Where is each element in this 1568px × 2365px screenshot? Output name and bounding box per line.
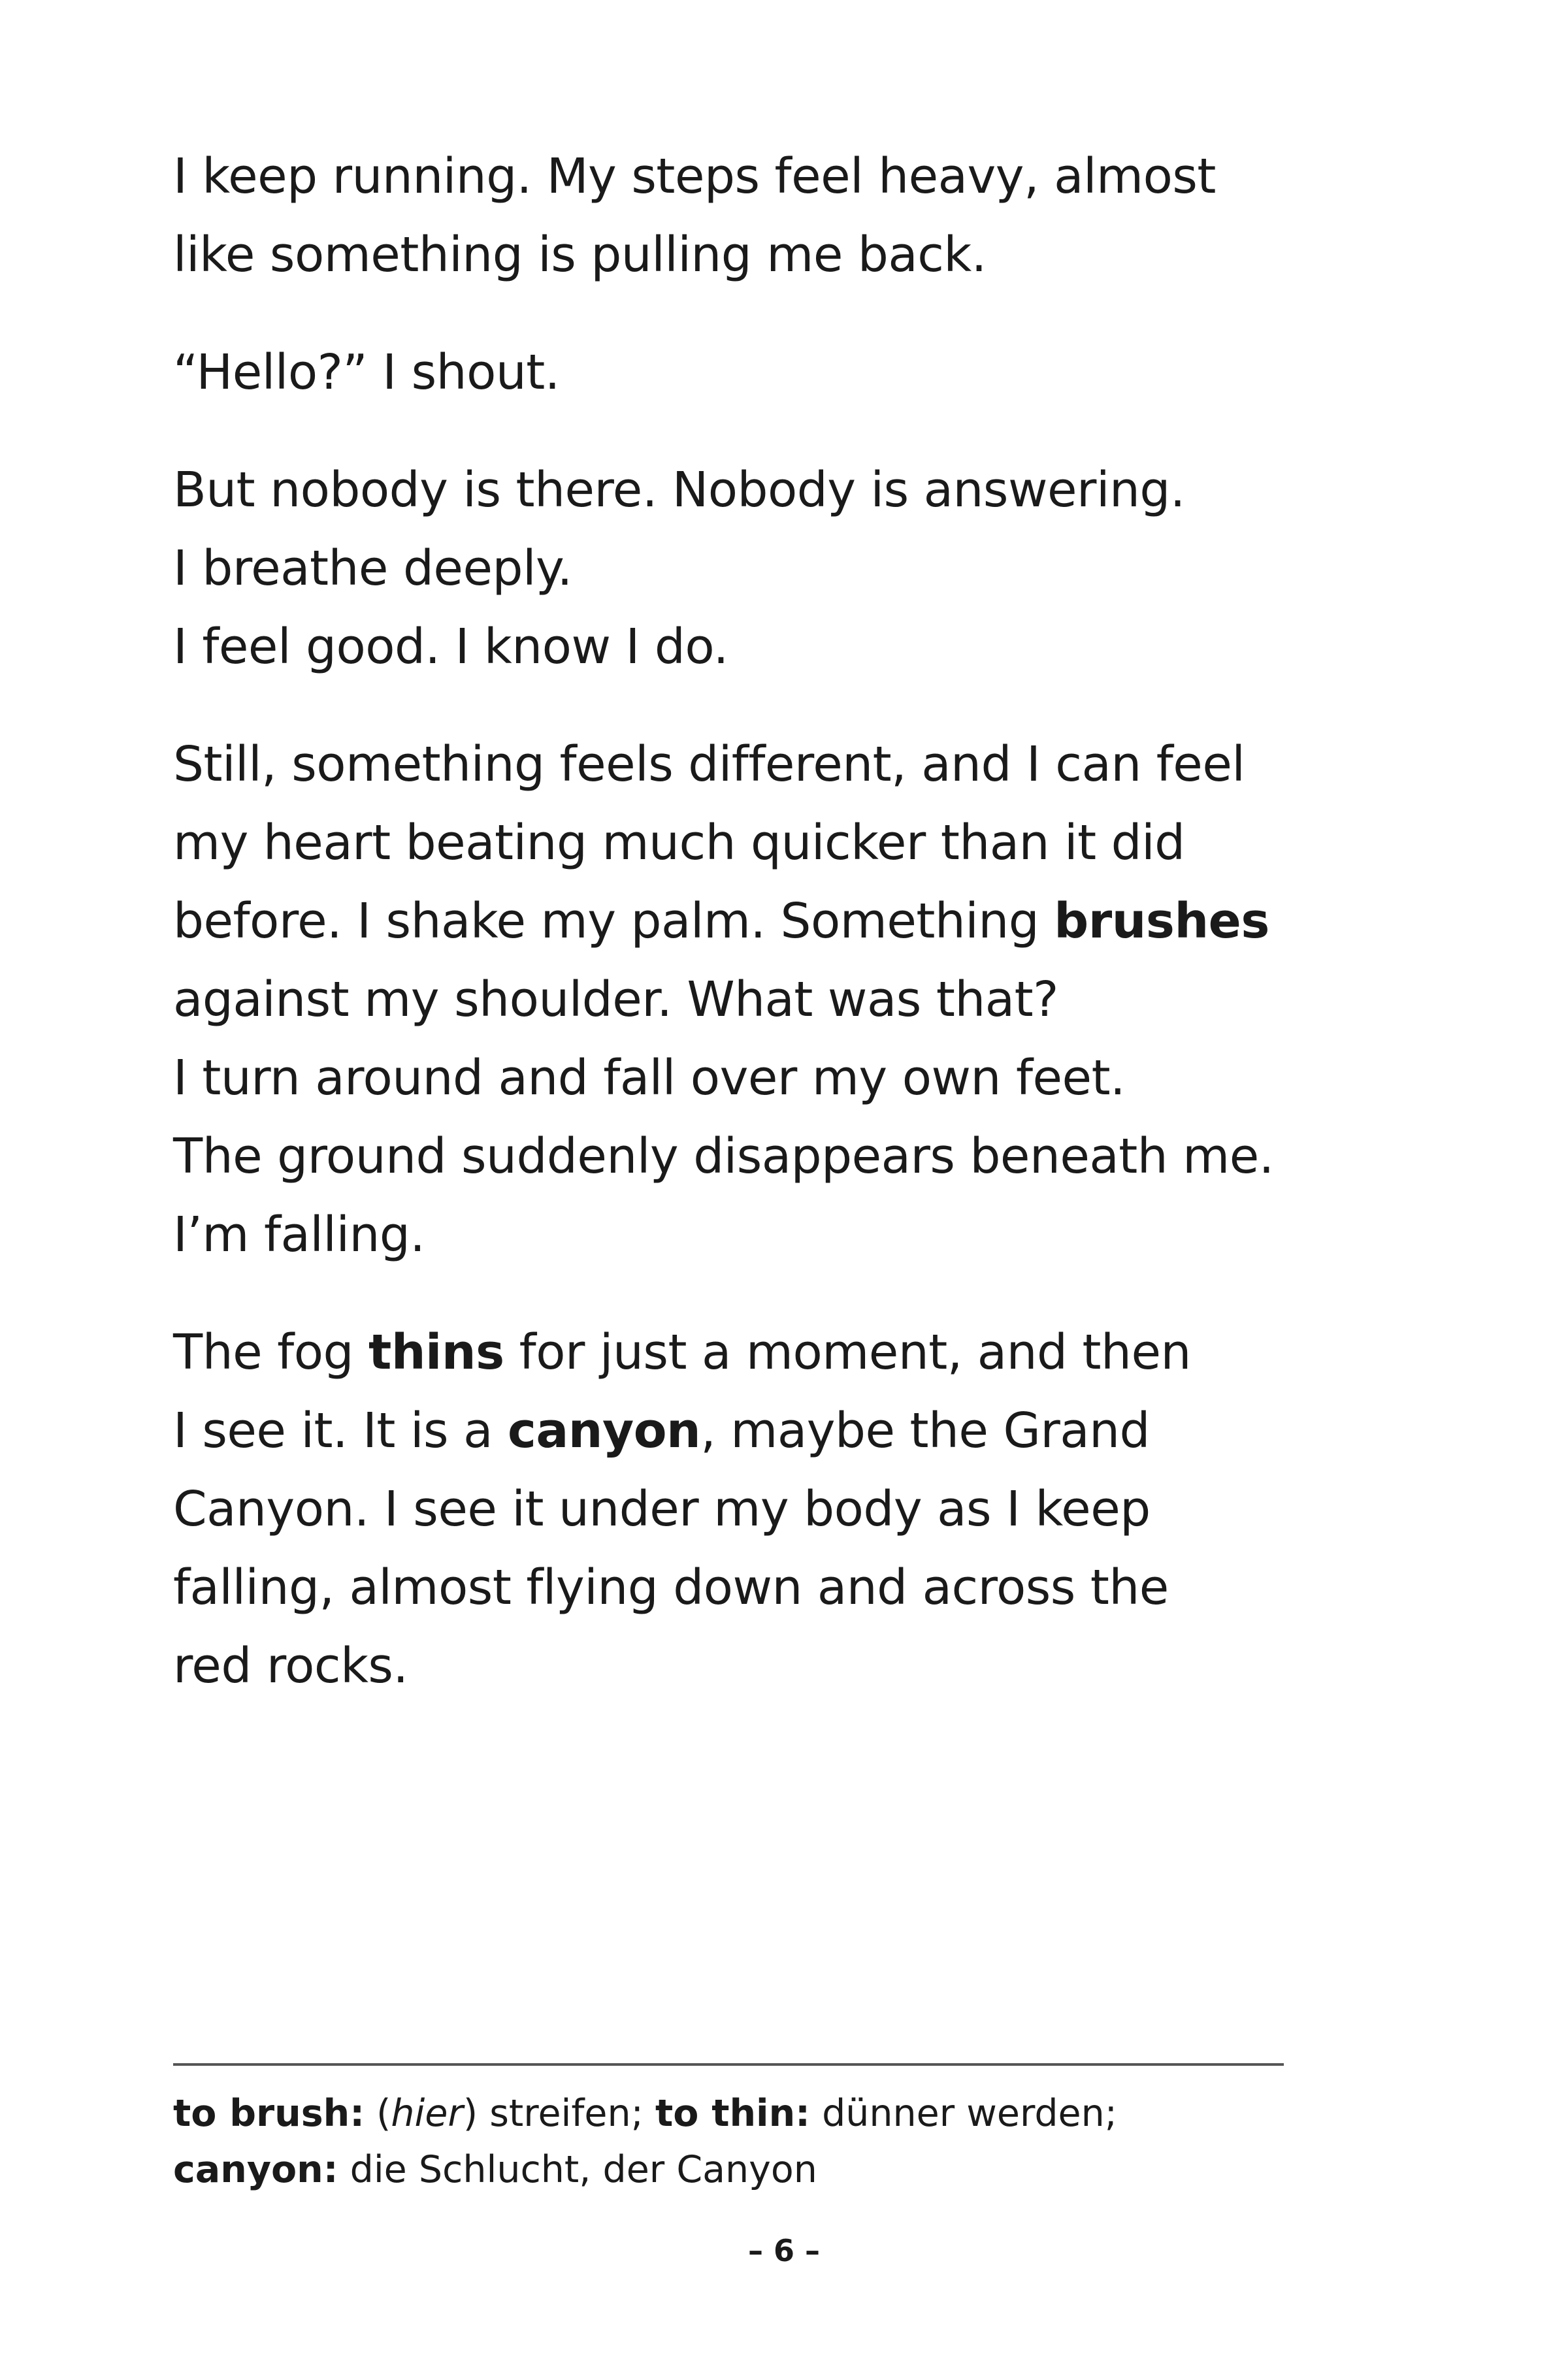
text-line (173, 960, 1323, 1039)
text-line (173, 1548, 1323, 1627)
text-line (173, 529, 1323, 608)
text-segment: falling, almost flying down and across the (173, 1559, 1169, 1616)
text-segment: I keep running. My steps feel heavy, almost (173, 148, 1216, 204)
bold-vocabulary-word: brushes (1054, 893, 1269, 949)
text-segment: dünner werden; (809, 2092, 1117, 2135)
text-line (173, 451, 1323, 529)
bold-vocabulary-word: canyon (507, 1403, 701, 1459)
text-line (173, 216, 1323, 294)
text-segment: I breathe deeply. (173, 540, 572, 596)
text-segment: Canyon. I see it under my body as I keep (173, 1481, 1151, 1537)
italic-text: hier (391, 2092, 463, 2135)
bold-vocabulary-word: canyon: (173, 2148, 338, 2191)
text-line (173, 137, 1323, 216)
paragraph (173, 451, 1323, 686)
text-segment: Still, something feels different, and I can feel (173, 736, 1245, 792)
text-segment: But nobody is there. Nobody is answering. (173, 462, 1185, 518)
text-segment: ( (365, 2092, 391, 2135)
text-segment: I’m falling. (173, 1207, 425, 1263)
text-line (173, 1196, 1323, 1274)
text-line (173, 1392, 1323, 1470)
text-segment: ) streifen; (463, 2092, 655, 2135)
text-segment: “Hello?” I shout. (173, 344, 560, 400)
glossary-line (173, 2142, 1323, 2198)
paragraph (173, 137, 1323, 294)
text-line (173, 608, 1323, 686)
story-text (173, 137, 1323, 1744)
text-segment: die Schlucht, der Canyon (338, 2148, 817, 2191)
text-segment: red rocks. (173, 1638, 408, 1694)
text-line (173, 333, 1323, 412)
page-number: – 6 – (747, 2233, 821, 2268)
text-segment: like something is pulling me back. (173, 227, 987, 283)
text-line (173, 804, 1323, 882)
text-line (173, 1627, 1323, 1705)
footnote-divider (173, 2063, 1284, 2066)
bold-vocabulary-word: to thin: (655, 2092, 810, 2135)
text-segment: The fog (173, 1324, 368, 1380)
text-segment: , maybe the Grand (700, 1403, 1150, 1459)
text-segment: The ground suddenly disappears beneath me. (173, 1128, 1274, 1184)
text-line (173, 725, 1323, 804)
text-line (173, 1470, 1323, 1548)
text-segment: I feel good. I know I do. (173, 619, 728, 675)
text-line (173, 1039, 1323, 1117)
text-segment: for just a moment, and then (504, 1324, 1191, 1380)
vocabulary-footnotes (173, 2085, 1323, 2198)
bold-vocabulary-word: thins (368, 1324, 504, 1380)
text-line (173, 1117, 1323, 1196)
text-line (173, 882, 1323, 960)
bold-vocabulary-word: to brush: (173, 2092, 365, 2135)
text-segment: my heart beating much quicker than it did (173, 815, 1185, 871)
paragraph (173, 1313, 1323, 1705)
text-segment: against my shoulder. What was that? (173, 971, 1058, 1028)
paragraph (173, 333, 1323, 412)
text-line (173, 1313, 1323, 1392)
text-segment: I see it. It is a (173, 1403, 508, 1459)
paragraph (173, 725, 1323, 1274)
glossary-line (173, 2085, 1323, 2142)
text-segment: before. I shake my palm. Something (173, 893, 1054, 949)
text-segment: I turn around and fall over my own feet. (173, 1050, 1126, 1106)
